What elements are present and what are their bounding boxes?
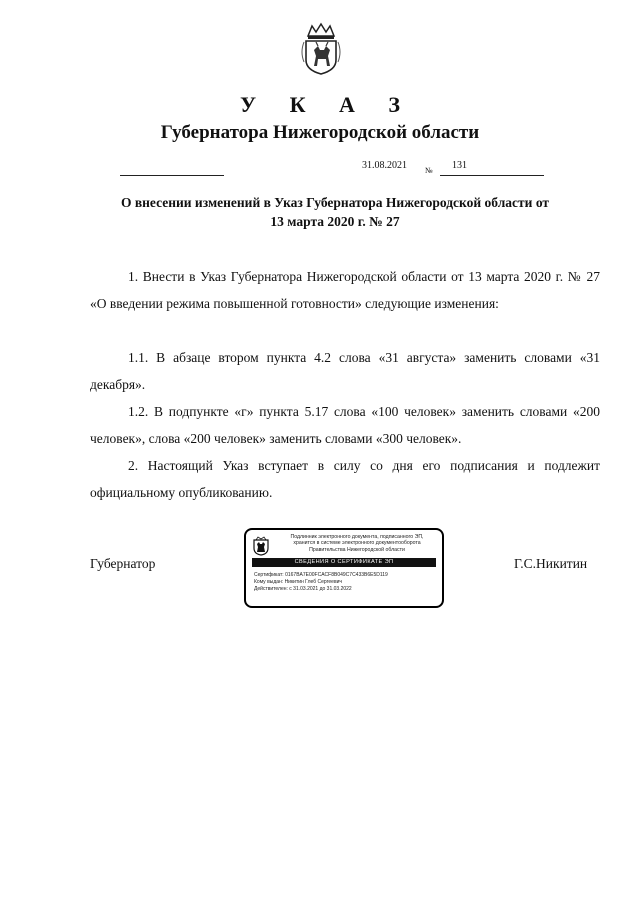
paragraph-1-2: 1.2. В подпункте «г» пункта 5.17 слова «100 человек» заменить словами «200 человек», слова «200 человек» заменить словами «300 человек».	[90, 404, 600, 446]
document-kind-title: У К А З	[239, 92, 415, 117]
number-underline	[440, 175, 544, 176]
stamp-emblem-icon	[252, 536, 270, 556]
stamp-certificate-validity: Действителен: с 31.03.2021 до 31.03.2022	[254, 586, 352, 592]
paragraph-1-1: 1.1. В абзаце втором пункта 4.2 слова «31 августа» заменить словами «31 декабря».	[90, 350, 600, 392]
paragraph-1: 1. Внести в Указ Губернатора Нижегородской области от 13 марта 2020 г. № 27 «О введении режима повышенной готовности» следующие изменения:	[90, 269, 600, 311]
number-sign: №	[425, 166, 433, 175]
coat-of-arms-icon	[300, 22, 342, 76]
stamp-heading-line: хранится в системе электронного документооборота	[293, 540, 421, 547]
document-subject: О внесении изменений в Указ Губернатора Нижегородской области от 13 марта 2020 г. № 27	[120, 195, 550, 229]
issuer-title: Губернатора Нижегородской области	[160, 122, 480, 143]
date-underline	[120, 175, 224, 176]
paragraph-2: 2. Настоящий Указ вступает в силу со дня его подписания и подлежит официальному опубликованию.	[90, 458, 600, 500]
electronic-signature-stamp	[244, 528, 444, 608]
stamp-heading-line: Подлинник электронного документа, подписанного ЭП,	[290, 534, 424, 540]
signer-name: Г.С.Никитин	[514, 556, 588, 571]
stamp-heading	[274, 534, 440, 553]
document-date: 31.08.2021	[362, 160, 407, 171]
stamp-certificate-bar: СВЕДЕНИЯ О СЕРТИФИКАТЕ ЭП	[252, 558, 436, 567]
stamp-certificate-owner: Кому выдан: Никитин Глеб Сергеевич	[254, 579, 343, 585]
signer-title: Губернатор	[90, 556, 156, 571]
document-number: 131	[452, 160, 467, 171]
stamp-certificate-id: Сертификат: 0167BA7E00FCACF8B049C7C433B6E5D119	[254, 572, 388, 578]
stamp-heading-line: Правительства Нижегородской области	[309, 546, 405, 553]
